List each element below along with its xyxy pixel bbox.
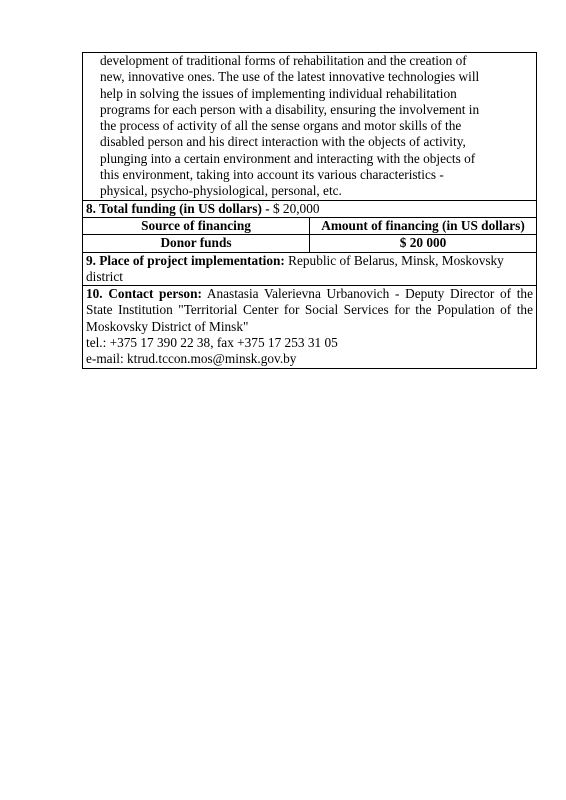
continued-text-line: plunging into a certain environment and interacting with the objects of: [100, 150, 476, 166]
financing-row: [83, 235, 537, 252]
contact-phone: tel.: +375 17 390 22 38, fax +375 17 253 31 05: [86, 335, 338, 351]
total-funding-cell: [83, 200, 537, 217]
continued-text-line: development of traditional forms of rehabilitation and the creation of: [100, 53, 467, 68]
contact-email: e-mail: ktrud.tccon.mos@minsk.gov.by: [86, 351, 297, 367]
total-funding-value: $ 20,000: [272, 200, 320, 216]
continued-text-line: disabled person and his direct interaction with the objects of activity,: [100, 134, 466, 150]
contact-cell: [83, 286, 537, 368]
source-of-financing-header: Source of financing: [83, 217, 310, 234]
continued-text-line: this environment, taking into account its various characteristics -: [100, 167, 444, 183]
place-cell: [83, 252, 537, 286]
place-label: 9. Place of project implementation:: [86, 252, 285, 268]
contact-label: 10. Contact person:: [86, 286, 202, 302]
total-funding-row: [83, 200, 537, 217]
amount-of-financing-header: Amount of financing (in US dollars): [310, 217, 537, 234]
financing-amount-cell: $ 20 000: [310, 235, 537, 252]
continued-text-line: help in solving the issues of implementing individual rehabilitation: [100, 85, 457, 101]
place-row: [83, 252, 537, 286]
continued-text-row: [83, 53, 537, 201]
document-page: [82, 52, 536, 369]
continued-text-line: new, innovative ones. The use of the latest innovative technologies will: [100, 69, 480, 85]
continued-text-line: the process of activity of all the sense organs and motor skills of the: [100, 118, 462, 134]
project-table: [82, 52, 537, 369]
total-funding-label: 8. Total funding (in US dollars) -: [86, 200, 273, 216]
continued-text-line: programs for each person with a disability, ensuring the involvement in: [100, 101, 480, 117]
continued-text-cell: [83, 53, 537, 201]
contact-value: Anastasia Valerievna Urbanovich - Deputy Director of the State Institution "Territorial Center for Social Services for the Population of the Moskovsky District of Minsk": [86, 286, 533, 334]
financing-header-row: [83, 217, 537, 234]
place-value: Republic of Belarus, Minsk, Moskovsky district: [86, 252, 504, 284]
financing-source-cell: Donor funds: [83, 235, 310, 252]
continued-text-line: physical, psycho-physiological, personal, etc.: [100, 183, 342, 199]
contact-person: [86, 286, 533, 335]
contact-row: [83, 286, 537, 368]
